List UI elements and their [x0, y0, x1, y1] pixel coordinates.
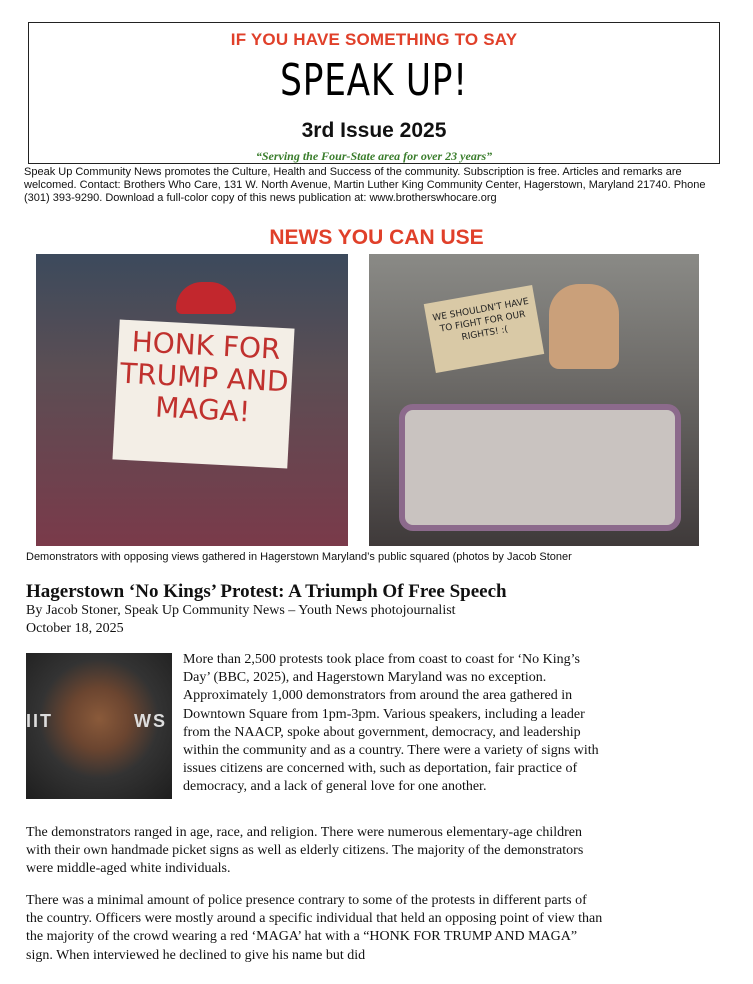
- article-headline: Hagerstown ‘No Kings’ Protest: A Triumph Of Free Speech: [26, 581, 507, 602]
- issue-number: 3rd Issue 2025: [301, 119, 447, 142]
- portrait-backdrop-text-right: WS: [134, 711, 167, 731]
- protest-photo-left: [36, 254, 348, 546]
- masthead-kicker: IF YOU HAVE SOMETHING TO SAY: [230, 30, 518, 49]
- author-portrait: [26, 653, 172, 799]
- rights-sign: WE SHOULDN'T HAVE TO FIGHT FOR OUR RIGHTS! :(: [424, 285, 544, 373]
- honk-sign: HONK FOR TRUMP AND MAGA!: [112, 320, 294, 469]
- article-paragraph-3: There was a minimal amount of police presence contrary to some of the protests in different parts of the country. Officers were mostly around a specific individual that held an opposing point of view than the majority of the crowd wearing a red ‘MAGA’ hat with a “HONK FOR TRUMP AND MAGA” sign. When interviewed he declined to give his name but did: [26, 893, 603, 963]
- red-hat-shape: [176, 282, 236, 314]
- portrait-backdrop-text-left: IIT: [26, 711, 53, 731]
- article-date: October 18, 2025: [26, 621, 124, 636]
- article-paragraph-2: The demonstrators ranged in age, race, and religion. There were numerous elementary-age children with their own handmade picket signs as well as elderly citizens. The majority of the demonstrators were middle-aged white individuals.: [26, 825, 584, 877]
- tagline: “Serving the Four-State area for over 23 years”: [255, 149, 493, 163]
- masthead: [28, 22, 720, 164]
- wagon-shape: [399, 404, 681, 531]
- speak-up-logo: SPEAK UP!: [280, 55, 468, 106]
- photo-caption: Demonstrators with opposing views gathered in Hagerstown Maryland’s public squared (photos by Jacob Stoner: [26, 551, 572, 563]
- section-title: NEWS YOU CAN USE: [269, 226, 484, 249]
- child-figure: [549, 284, 619, 369]
- protest-photo-right: [369, 254, 699, 546]
- intro-text: Speak Up Community News promotes the Culture, Health and Success of the community. Subscription is free. Articles and remarks are welcomed. Contact: Brothers Who Care, 131 W. North Avenue, Martin Luther King Community Center, Hagerstown, Maryland 21740. Phone (301) 393-9290. Download a full-color copy of this news publication at: www.brotherswhocare.org: [24, 166, 706, 204]
- article-byline: By Jacob Stoner, Speak Up Community News – Youth News photojournalist: [26, 603, 456, 618]
- article-paragraph-1: More than 2,500 protests took place from coast to coast for ‘No King’s Day’ (BBC, 2025), and Hagerstown Maryland was no exception. Approximately 1,000 demonstrators from around the area gathered in Downtown Square from 1pm-3pm. Various speakers, including a leader from the NAACP, spoke about government, democracy, and leadership within the community and as a country. There were a variety of signs with issues citizens are concerned with, such as deportation, fair practice of democracy, and a lack of general love for one another.: [183, 652, 599, 795]
